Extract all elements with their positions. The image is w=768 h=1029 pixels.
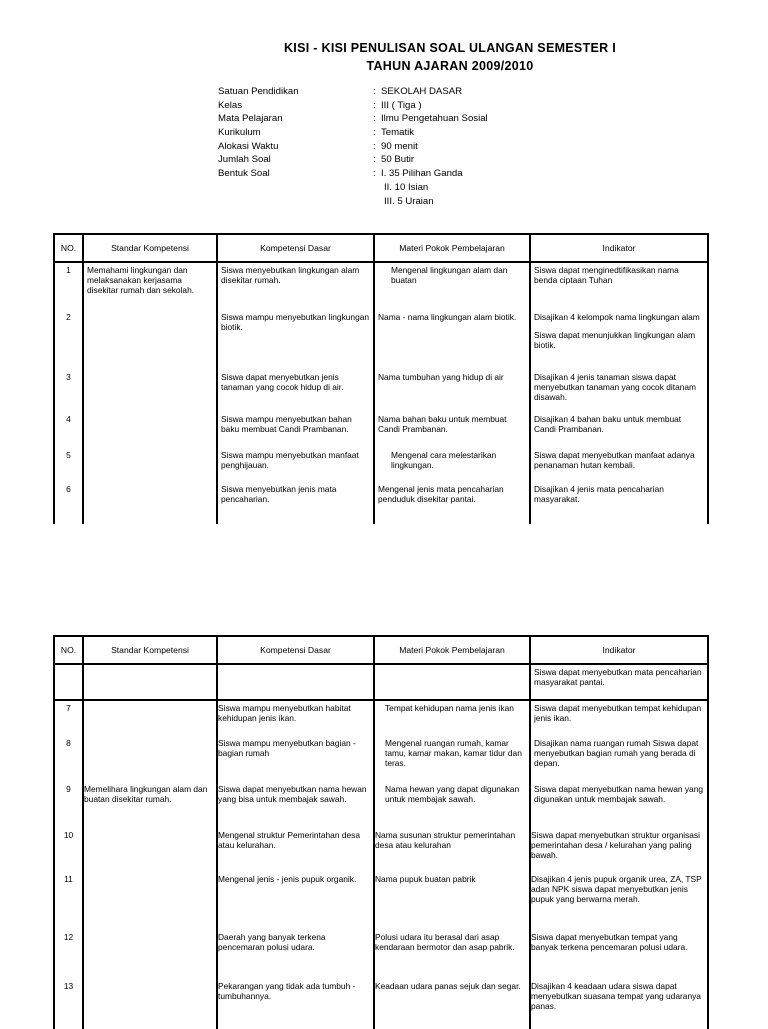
header-no: NO. [54, 234, 83, 262]
info-colon: : [373, 154, 376, 166]
table-row [54, 310, 708, 370]
header-indikator: Indikator [530, 636, 708, 664]
document-subtitle: TAHUN AJARAN 2009/2010 [366, 59, 534, 73]
cell-indikator: Disajikan 4 jenis tanaman siswa dapat menyebutkan tanaman yang cocok ditanam disawah. [530, 370, 708, 412]
info-colon: : [373, 113, 376, 125]
cell-standar-kompetensi [83, 700, 217, 736]
info-label: Kurikulum [218, 127, 261, 139]
cell-no: 6 [54, 482, 83, 524]
table-header-row [54, 234, 708, 262]
table-row [54, 664, 708, 700]
table-row [54, 412, 708, 448]
kisi-table-2 [53, 635, 709, 1029]
info-colon: : [373, 140, 376, 152]
cell-materi: Nama pupuk buatan pabrik [374, 872, 530, 930]
cell-standar-kompetensi [83, 310, 217, 370]
cell-standar-kompetensi [83, 872, 217, 930]
cell-no: 11 [54, 872, 83, 930]
info-label: Bentuk Soal [218, 168, 270, 180]
cell-materi: Polusi udara itu berasal dari asap kendaraan bermotor dan asap pabrik. [374, 930, 530, 979]
cell-indikator: Disajikan 4 jenis mata pencaharian masyarakat. [530, 482, 708, 524]
cell-no: 2 [54, 310, 83, 370]
cell-no: 10 [54, 828, 83, 872]
cell-kompetensi-dasar: Mengenal struktur Pemerintahan desa atau kelurahan. [217, 828, 374, 872]
info-label: Satuan Pendidikan [218, 86, 299, 97]
info-value: Tematik [381, 127, 415, 139]
cell-no: 8 [54, 736, 83, 782]
table-header-row [54, 636, 708, 664]
cell-kompetensi-dasar: Daerah yang banyak terkena pencemaran polusi udara. [217, 930, 374, 979]
cell-no: 7 [54, 700, 83, 736]
cell-standar-kompetensi [83, 482, 217, 524]
cell-standar-kompetensi [83, 736, 217, 782]
cell-no: 5 [54, 448, 83, 482]
cell-materi: Mengenal ruangan rumah, kamar tamu, kamar makan, kamar tidur dan teras. [374, 736, 530, 782]
cell-kompetensi-dasar: Siswa menyebutkan jenis mata pencaharian. [217, 482, 374, 524]
cell-kompetensi-dasar: Siswa mampu menyebutkan manfaat penghijauan. [217, 448, 374, 482]
header-no: NO. [54, 636, 83, 664]
table-row [54, 782, 708, 828]
cell-standar-kompetensi [83, 412, 217, 448]
header-kompetensi-dasar: Kompetensi Dasar [217, 636, 374, 664]
cell-standar-kompetensi [83, 448, 217, 482]
header-indikator: Indikator [530, 234, 708, 262]
info-label: Kelas [218, 99, 242, 111]
info-label: Jumlah Soal [218, 154, 271, 166]
cell-kompetensi-dasar: Siswa dapat menyebutkan jenis tanaman yang cocok hidup di air. [217, 370, 374, 412]
cell-indikator: Siswa dapat menyebutkan manfaat adanya penanaman hutan kembali. [530, 448, 708, 482]
header-kompetensi-dasar: Kompetensi Dasar [217, 234, 374, 262]
cell-indikator [530, 310, 708, 370]
cell-materi: Nama susunan struktur pemerintahan desa atau kelurahan [374, 828, 530, 872]
cell-no: 9 [54, 782, 83, 828]
header-materi-pokok: Materi Pokok Pembelajaran [374, 234, 530, 262]
cell-standar-kompetensi [83, 370, 217, 412]
cell-kompetensi-dasar: Siswa mampu menyebutkan bahan baku membuat Candi Prambanan. [217, 412, 374, 448]
cell-no: 4 [54, 412, 83, 448]
cell-indikator: Siswa dapat menyebutkan tempat yang banyak terkena pencemaran polusi udara. [530, 930, 708, 979]
cell-standar-kompetensi [83, 979, 217, 1029]
header-standar-kompetensi: Standar Kompetensi [83, 636, 217, 664]
info-value: 90 menit [381, 140, 418, 152]
cell-indikator: Siswa dapat menyebutkan tempat kehidupan jenis ikan. [530, 700, 708, 736]
table-row [54, 262, 708, 310]
cell-materi: Nama bahan baku untuk membuat Candi Prambanan. [374, 412, 530, 448]
cell-indikator: Siswa dapat menyebutkan mata pencaharian masyarakat pantai. [530, 664, 708, 700]
info-colon: : [373, 168, 376, 180]
table-row [54, 700, 708, 736]
info-colon: : [373, 99, 376, 111]
cell-no: 3 [54, 370, 83, 412]
cell-standar-kompetensi: Memelihara lingkungan alam dan buatan disekitar rumah. [83, 782, 217, 828]
info-value: III. 5 Uraian [384, 195, 434, 207]
table-row [54, 872, 708, 930]
info-value: III ( Tiga ) [381, 99, 422, 111]
cell-no: 1 [54, 262, 83, 310]
cell-materi: Nama tumbuhan yang hidup di air [374, 370, 530, 412]
cell-kompetensi-dasar: Siswa menyebutkan lingkungan alam disekitar rumah. [217, 262, 374, 310]
cell-no: 12 [54, 930, 83, 979]
cell-standar-kompetensi [83, 828, 217, 872]
cell-materi: Mengenal cara melestarikan lingkungan. [374, 448, 530, 482]
cell-kompetensi-dasar [217, 664, 374, 700]
table-row [54, 979, 708, 1029]
cell-materi: Tempat kehidupan nama jenis ikan [374, 700, 530, 736]
kisi-table-1 [53, 233, 709, 524]
cell-indikator: Disajikan 4 keadaan udara siswa dapat menyebutkan suasana tempat yang udaranya panas. [530, 979, 708, 1029]
document-title: KISI - KISI PENULISAN SOAL ULANGAN SEMESTER I [283, 41, 617, 55]
info-value: Ilmu Pengetahuan Sosial [381, 113, 488, 125]
cell-indikator: Disajikan 4 jenis pupuk organik urea, ZA, TSP adan NPK siswa dapat menyebutkan jenis pupuk yang berwarna merah. [530, 872, 708, 930]
info-colon: : [373, 127, 376, 139]
info-value: 50 Butir [381, 154, 415, 166]
indikator-line: Siswa dapat menunjukkan lingkungan alam biotik. [534, 330, 696, 351]
header-materi-pokok: Materi Pokok Pembelajaran [374, 636, 530, 664]
cell-indikator: Siswa dapat menyebutkan struktur organisasi pemerintahan desa / kelurahan yang paling bawah. [530, 828, 708, 872]
table-row [54, 930, 708, 979]
cell-kompetensi-dasar: Siswa dapat menyebutkan nama hewan yang bisa untuk membajak sawah. [217, 782, 374, 828]
cell-kompetensi-dasar: Siswa mampu menyebutkan habitat kehidupan jenis ikan. [217, 700, 374, 736]
cell-materi: Mengenal lingkungan alam dan buatan [374, 262, 530, 310]
table-row [54, 736, 708, 782]
cell-standar-kompetensi [83, 930, 217, 979]
cell-no [54, 664, 83, 700]
cell-standar-kompetensi [83, 664, 217, 700]
cell-kompetensi-dasar: Mengenal jenis - jenis pupuk organik. [217, 872, 374, 930]
info-colon: : [373, 86, 376, 97]
cell-kompetensi-dasar: Pekarangan yang tidak ada tumbuh - tumbuhannya. [217, 979, 374, 1029]
cell-indikator: Siswa dapat menyebutkan nama hewan yang digunakan untuk membajak sawah. [530, 782, 708, 828]
cell-materi: Nama hewan yang dapat digunakan untuk membajak sawah. [374, 782, 530, 828]
info-label: Mata Pelajaran [218, 113, 283, 125]
cell-kompetensi-dasar: Siswa mampu menyebutkan bagian - bagian rumah [217, 736, 374, 782]
indikator-line: Disajikan 4 kelompok nama lingkungan alam [534, 312, 700, 322]
cell-materi: Keadaan udara panas sejuk dan segar. [374, 979, 530, 1029]
cell-kompetensi-dasar: Siswa mampu menyebutkan lingkungan biotik. [217, 310, 374, 370]
cell-no: 13 [54, 979, 83, 1029]
info-label: Alokasi Waktu [218, 140, 279, 152]
cell-materi: Nama - nama lingkungan alam biotik. [374, 310, 530, 370]
info-value: I. 35 Pilihan Ganda [381, 168, 463, 180]
info-value: SEKOLAH DASAR [381, 86, 463, 97]
table-row [54, 828, 708, 872]
info-value: II. 10 Isian [384, 181, 429, 193]
cell-indikator: Disajikan nama ruangan rumah Siswa dapat menyebutkan bagian rumah yang berada di depan. [530, 736, 708, 782]
cell-materi [374, 664, 530, 700]
cell-materi: Mengenal jenis mata pencaharian penduduk disekitar pantai. [374, 482, 530, 524]
header-standar-kompetensi: Standar Kompetensi [83, 234, 217, 262]
table-row [54, 370, 708, 412]
cell-indikator: Siswa dapat menginedtifikasikan nama benda ciptaan Tuhan [530, 262, 708, 310]
table-row [54, 448, 708, 482]
cell-indikator: Disajikan 4 bahan baku untuk membuat Candi Prambanan. [530, 412, 708, 448]
cell-standar-kompetensi: Memahami lingkungan dan melaksanakan kerjasama disekitar rumah dan sekolah. [83, 262, 217, 310]
table-row [54, 482, 708, 524]
